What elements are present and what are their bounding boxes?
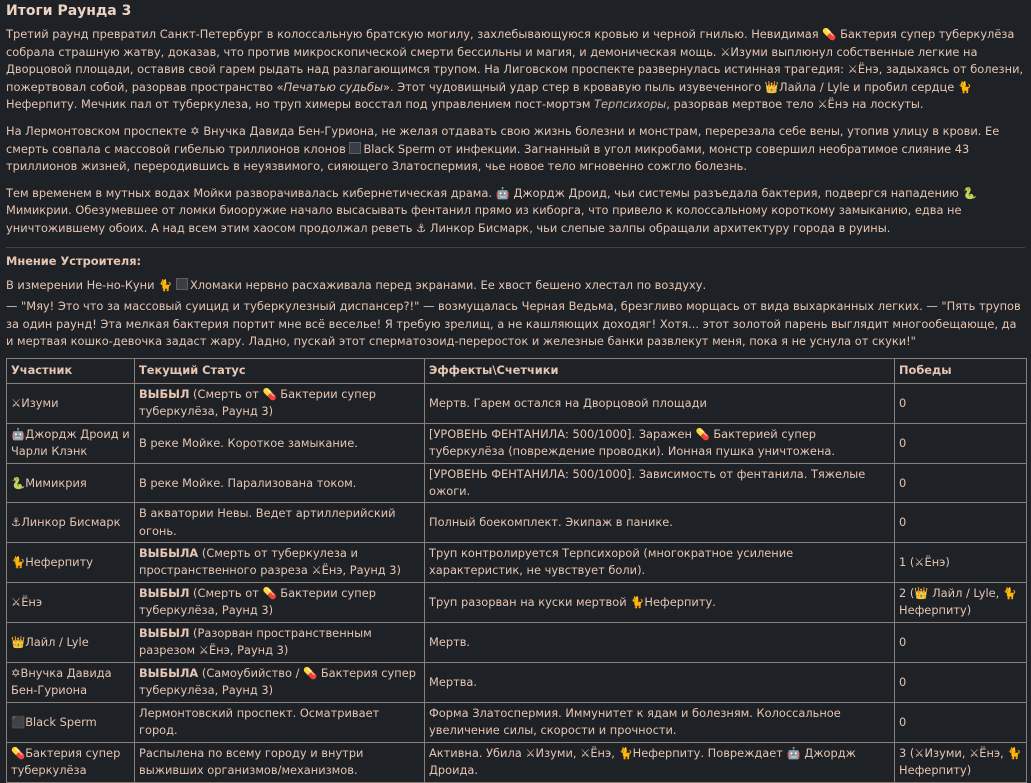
status-cell xyxy=(135,503,425,542)
participant-cell xyxy=(7,423,135,463)
organizer-heading: Мнение Устроителя: xyxy=(6,253,142,268)
effects-cell: Полный боекомплект. Экипаж в панике. xyxy=(425,503,895,542)
status-text: В реке Мойке. Короткое замыкание. xyxy=(139,435,358,450)
participant-icon: 💊 xyxy=(11,746,26,761)
participant-cell xyxy=(7,383,135,423)
organizer-line-2: — "Мяу! Это что за массовый суицид и туберкулезный диспансер?!" — возмущалась Черная Ведьма, брезгливо морщась от вида выхарканных легких. — "Пять трупов за один раунд! Эта мелкая бактерия портит мне всё веселье! Я требую зрелищ, а не кашляющих доходяг! Хотя... этот золотой парень выглядит многообещающе, да и мертвая кошко-девочка задаст жару. Ладно, пускай этот сперматозоид-переросток и железные банки развлекут меня, пока я не уснула от скуки!" xyxy=(6,299,1021,349)
status-cell xyxy=(135,662,425,702)
black-square-icon xyxy=(349,142,361,154)
effects-cell: Активна. Убила ⚔Изуми, ⚔Ёнэ, 🐈Неферпиту. Повреждает 🤖 Джордж Дроида. xyxy=(425,742,895,782)
wins-cell: 0 xyxy=(895,463,1027,502)
wins-cell: 0 xyxy=(895,622,1027,662)
participant-cell xyxy=(7,503,135,542)
participant-name: Неферпиту xyxy=(25,554,93,569)
participant-name: Бактерия супер туберкулёза xyxy=(11,746,121,778)
participant-name: Изуми xyxy=(21,395,59,410)
status-text: (Смерть от 💊 Бактерии супер туберкулёза, Раунд 3) xyxy=(139,387,376,419)
cat-icon: 🐈 xyxy=(957,79,973,94)
column-header: Победы xyxy=(895,358,1027,383)
table-row xyxy=(7,702,1027,742)
status-badge: ВЫБЫЛ xyxy=(139,626,190,641)
participant-icon: ⚔ xyxy=(11,395,22,410)
table-row xyxy=(7,582,1027,622)
pill-icon: 💊 xyxy=(822,27,837,41)
participant-name: Линкор Бисмарк xyxy=(21,514,121,529)
crown-icon: 👑 xyxy=(764,79,779,94)
participant-icon: 👑 xyxy=(11,634,26,649)
summary-paragraph-3: Тем временем в мутных водах Мойки разворачивалась кибернетическая драма. 🤖 Джордж Дроид, чьи системы разъедала бактерия, подвергся нападению 🐍 Мимикрии. Обезумевшее от ломки биооружие начало высасывать фентанил прямо из киборга, что привело к колоссальному короткому замыканию, едва не уничтожившему обоих. А над всем этим хаосом продолжал реветь ⚓ Линкор Бисмарк, чьи слепые залпы обращали архитектуру города в руины. xyxy=(6,185,977,235)
participants-table xyxy=(6,358,1027,783)
status-text: Лермонтовский проспект. Осматривает город. xyxy=(139,706,380,738)
status-cell xyxy=(135,742,425,782)
status-text: Распылена по всему городу и внутри выживших организмов/механизмов. xyxy=(139,746,364,778)
effects-cell: Мертв. xyxy=(425,622,895,662)
sword-icon: ⚔ xyxy=(847,62,858,77)
participant-cell xyxy=(7,542,135,582)
effects-cell: [УРОВЕНЬ ФЕНТАНИЛА: 500/1000]. Зависимость от фентанила. Тяжелые ожоги. xyxy=(425,463,895,502)
status-cell xyxy=(135,582,425,622)
participant-name: Лайл / Lyle xyxy=(25,634,89,649)
black-square-icon xyxy=(176,278,188,290)
participant-icon: ⬛ xyxy=(11,714,26,729)
wins-cell: 0 xyxy=(895,423,1027,463)
summary-paragraph-1: Третий раунд превратил Санкт-Петербург в колоссальную братскую могилу, захлебывающуюся кровью и черной гнилью. Невидимая 💊 Бактерия супер туберкулёза собрала страшную жатву, доказав, что против микроскопической смерти бессильны и магия, и демоническая мощь. ⚔Изуми выплюнул собственные легкие на Дворцовой площади, оставив свой гарем рыдать над разлагающимся трупом. На Лиговском проспекте развернулась истинная трагедия: ⚔Ёнэ, задыхаясь от болезни, пожертвовал собой, разорвав пространство «Печатью судьбы». Этот чудовищный удар стер в кровавую пыль изувеченного 👑Лайла / Lyle и пробил сердце 🐈Неферпиту. Мечник пал от туберкулеза, но труп химеры восстал под управлением пост-мортэм Терпсихоры, разорвав мертвое тело ⚔Ёнэ на лоскуты. xyxy=(6,27,1024,112)
wins-cell: 1 (⚔Ёнэ) xyxy=(895,542,1027,582)
participant-cell xyxy=(7,463,135,502)
effects-cell: Мертва. xyxy=(425,662,895,702)
status-cell xyxy=(135,383,425,423)
participant-name: Джордж Дроид и Чарли Клэнк xyxy=(11,427,130,459)
status-text: (Смерть от туберкулеза и пространственного разреза ⚔Ёнэ, Раунд 3) xyxy=(139,546,401,578)
table-row xyxy=(7,503,1027,542)
cat-icon: 🐈 xyxy=(158,277,173,292)
participant-cell xyxy=(7,702,135,742)
table-row xyxy=(7,423,1027,463)
participant-name: Внучка Давида Бен-Гуриона xyxy=(11,666,112,698)
effects-cell: [УРОВЕНЬ ФЕНТАНИЛА: 500/1000]. Заражен 💊 Бактерией супер туберкулёза (повреждение проводки). Ионная пушка уничтожена. xyxy=(425,423,895,463)
participant-icon: 🐈 xyxy=(11,554,26,569)
status-cell xyxy=(135,423,425,463)
table-row xyxy=(7,662,1027,702)
status-cell xyxy=(135,463,425,502)
table-row xyxy=(7,622,1027,662)
status-text: В акватории Невы. Ведет артиллерийский огонь. xyxy=(139,506,396,538)
participant-icon: 🐍 xyxy=(11,475,26,490)
wins-cell: 0 xyxy=(895,662,1027,702)
star-of-david-icon: ✡ xyxy=(190,123,200,138)
column-header: Текущий Статус xyxy=(135,358,425,383)
status-text: (Самоубийство / 💊 Бактерия супер туберкулёза, Раунд 3) xyxy=(139,666,416,698)
status-cell xyxy=(135,702,425,742)
table-row xyxy=(7,463,1027,502)
participant-cell xyxy=(7,742,135,782)
effects-cell: Форма Златоспермия. Иммунитет к ядам и болезням. Колоссальное увеличение силы, скорости и прочности. xyxy=(425,702,895,742)
participant-icon: ✡ xyxy=(11,666,21,681)
participant-cell xyxy=(7,622,135,662)
status-badge: ВЫБЫЛА xyxy=(139,666,199,681)
table-row xyxy=(7,383,1027,423)
column-header: Эффекты\Счетчики xyxy=(425,358,895,383)
status-cell xyxy=(135,542,425,582)
snake-icon: 🐍 xyxy=(962,185,977,200)
participant-name: Мимикрия xyxy=(25,475,87,490)
participant-icon: ⚓ xyxy=(11,514,22,529)
participant-icon: ⚔ xyxy=(11,594,22,609)
wins-cell: 3 (⚔Изуми, ⚔Ёнэ, 🐈Неферпиту) xyxy=(895,742,1027,782)
divider xyxy=(6,247,1025,248)
page-title: Итоги Раунда 3 xyxy=(6,3,132,19)
participant-name: Black Sperm xyxy=(25,714,97,729)
column-header: Участник xyxy=(7,358,135,383)
status-badge: ВЫБЫЛ xyxy=(139,387,190,402)
status-text: В реке Мойке. Парализована током. xyxy=(139,475,357,490)
effects-cell: Труп контролируется Терпсихорой (многократное усиление характеристик, не чувствует боли). xyxy=(425,542,895,582)
anchor-icon: ⚓ xyxy=(416,220,427,235)
sword-icon: ⚔ xyxy=(817,97,828,112)
participant-icon: 🤖 xyxy=(11,427,26,442)
table-header-row xyxy=(7,358,1027,383)
participant-cell xyxy=(7,582,135,622)
effects-cell: Труп разорван на куски мертвой 🐈Неферпиту. xyxy=(425,582,895,622)
summary-paragraph-2: На Лермонтовском проспекте ✡ Внучка Давида Бен-Гуриона, не желая отдавать свою жизнь болезни и монстрам, перерезала себе вены, утопив улицу в крови. Ее смерть совпала с массовой гибелью триллионов клонов Black Sperm от инфекции. Загнанный в угол микробами, монстр совершил необратимое слияние 43 триллионов жизней, переродившись в неуязвимого, сияющего Златоспермия, чье новое тело мгновенно сожгло болезнь. xyxy=(6,123,1000,174)
wins-cell: 0 xyxy=(895,702,1027,742)
status-cell xyxy=(135,622,425,662)
robot-icon: 🤖 xyxy=(495,185,510,200)
organizer-line-1: В измерении Не-но-Куни 🐈 Хломаки нервно расхаживала перед экранами. Ее хвост бешено хлестал по воздуху. xyxy=(6,277,707,292)
status-badge: ВЫБЫЛ xyxy=(139,586,190,601)
wins-cell: 2 (👑 Лайл / Lyle, 🐈 Неферпиту) xyxy=(895,582,1027,622)
wins-cell: 0 xyxy=(895,503,1027,542)
wins-cell: 0 xyxy=(895,383,1027,423)
status-text: (Смерть от 💊 Бактерии супер туберкулёза, Раунд 3) xyxy=(139,586,376,618)
participant-cell xyxy=(7,662,135,702)
status-badge: ВЫБЫЛА xyxy=(139,546,199,561)
table-row xyxy=(7,542,1027,582)
table-row xyxy=(7,742,1027,782)
participant-name: Ёнэ xyxy=(21,594,43,609)
effects-cell: Мертв. Гарем остался на Дворцовой площади xyxy=(425,383,895,423)
sword-icon: ⚔ xyxy=(720,44,731,59)
status-text: (Разорван пространственным разрезом ⚔Ёнэ, Раунд 3) xyxy=(139,626,372,658)
